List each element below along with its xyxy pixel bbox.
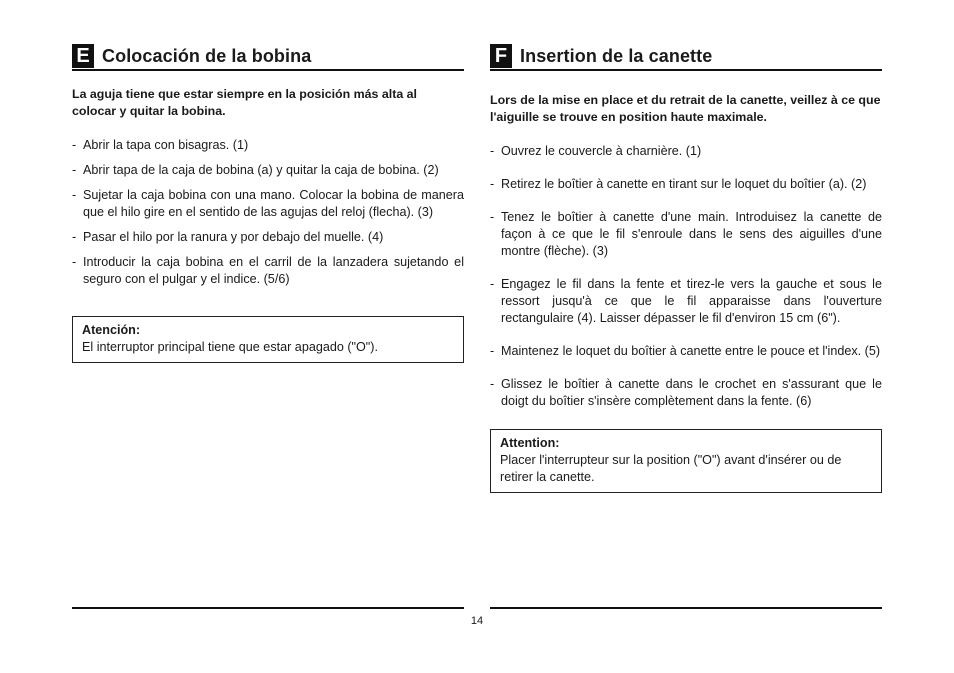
steps-list xyxy=(490,143,882,410)
step-item: - Retirez le boîtier à canette en tirant sur le loquet du boîtier (a). (2) xyxy=(490,177,867,191)
page-number: 14 xyxy=(470,615,484,627)
section-title: Colocación de la bobina xyxy=(102,45,312,66)
intro-warning: La aguja tiene que estar siempre en la posición más alta al colocar y quitar la bobina. xyxy=(72,87,418,118)
section-letter-badge: F xyxy=(490,44,512,68)
section-french xyxy=(490,44,882,493)
section-letter-badge: E xyxy=(72,44,94,68)
heading-divider xyxy=(72,69,464,71)
step-item: - Sujetar la caja bobina con una mano. Colocar la bobina de manera que el hilo gire en el sentido de las agujas del reloj (flecha). (3) xyxy=(72,188,464,219)
steps-list xyxy=(72,137,464,288)
attention-text: El interruptor principal tiene que estar apagado ("O"). xyxy=(82,340,378,354)
footer-divider-right xyxy=(490,607,882,609)
step-item: - Tenez le boîtier à canette d'une main. Introduisez la canette de façon à ce que le fil s'enroule dans le sens des aiguilles d'une montre (flèche). (3) xyxy=(490,210,882,258)
step-item: - Introducir la caja bobina en el carril de la lanzadera sujetando el seguro con el pulgar y el indice. (5/6) xyxy=(72,255,464,286)
attention-title: Attention: xyxy=(500,436,560,450)
step-item: - Ouvrez le couvercle à charnière. (1) xyxy=(490,144,702,158)
attention-title: Atención: xyxy=(82,323,141,337)
step-item: - Pasar el hilo por la ranura y por debajo del muelle. (4) xyxy=(72,230,384,244)
intro-warning: Lors de la mise en place et du retrait de la canette, veillez à ce que l'aiguille se trouve en position haute maximale. xyxy=(490,93,881,124)
step-item: - Abrir tapa de la caja de bobina (a) y quitar la caja de bobina. (2) xyxy=(72,163,439,177)
section-spanish xyxy=(72,44,464,363)
step-item: - Glissez le boîtier à canette dans le crochet en s'assurant que le doigt du boîtier s'insère complètement dans la fente. (6) xyxy=(490,377,882,408)
step-item: - Abrir la tapa con bisagras. (1) xyxy=(72,138,249,152)
attention-box xyxy=(72,316,464,363)
section-heading xyxy=(490,44,882,68)
attention-box xyxy=(490,429,882,493)
section-heading xyxy=(72,44,464,68)
step-item: - Maintenez le loquet du boîtier à canette entre le pouce et l'index. (5) xyxy=(490,344,881,358)
section-title: Insertion de la canette xyxy=(520,45,713,66)
heading-divider xyxy=(490,69,882,71)
step-item: - Engagez le fil dans la fente et tirez-le vers la gauche et sous le ressort jusqu'à ce que le fil apparaisse dans l'ouverture rectangulaire (4). Laisser dépasser le fil d'environ 15 cm (6"). xyxy=(490,277,882,325)
footer-divider-left xyxy=(72,607,464,609)
attention-text: Placer l'interrupteur sur la position ("O") avant d'insérer ou de retirer la canette. xyxy=(500,453,842,484)
